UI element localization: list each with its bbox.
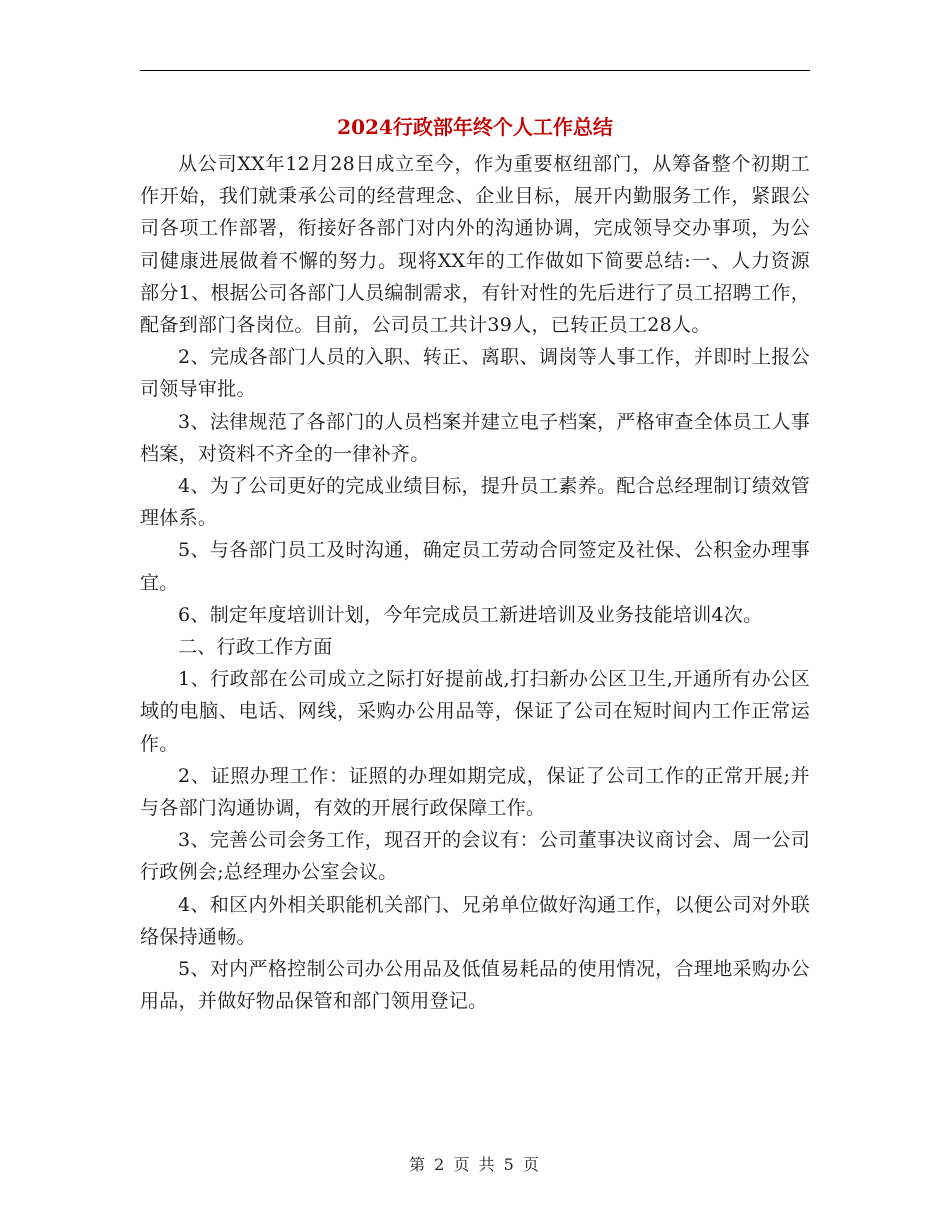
- paragraph-item: 5、对内严格控制公司办公用品及低值易耗品的使用情况，合理地采购办公用品，并做好物品保管和部门领用登记。: [140, 958, 810, 1013]
- paragraph-intro: 从公司XX年12月28日成立至今，作为重要枢纽部门，从筹备整个初期工作开始，我们就秉承公司的经营理念、企业目标，展开内勤服务工作，紧跟公司各项工作部署，衔接好各部门对内外的沟通协调，完成领导交办事项，为公司健康进展做着不懈的努力。现将XX年的工作做如下简要总结:一、人力资源部分1、根据公司各部门人员编制需求，有针对性的先后进行了员工招聘工作，配备到部门各岗位。目前，公司员工共计39人，已转正员工28人。: [140, 153, 810, 337]
- paragraph-item: 4、为了公司更好的完成业绩目标，提升员工素养。配合总经理制订绩效管理体系。: [140, 475, 810, 530]
- paragraph-item: 3、完善公司会务工作，现召开的会议有：公司董事决议商讨会、周一公司行政例会;总经理办公室会议。: [140, 829, 810, 884]
- document-body: [140, 148, 810, 1017]
- paragraph-item: 6、制定年度培训计划，今年完成员工新进培训及业务技能培训4次。: [178, 603, 763, 626]
- page-footer: 第 2 页 共 5 页: [409, 1155, 541, 1174]
- document-title: 2024行政部年终个人工作总结: [337, 115, 613, 139]
- header-rule: [140, 70, 810, 71]
- paragraph-item: 2、证照办理工作：证照的办理如期完成，保证了公司工作的正常开展;并与各部门沟通协调，有效的开展行政保障工作。: [140, 764, 810, 820]
- paragraph-item: 4、和区内外相关职能机关部门、兄弟单位做好沟通工作，以便公司对外联络保持通畅。: [140, 893, 810, 948]
- paragraph-item: 1、行政部在公司成立之际打好提前战,打扫新办公区卫生,开通所有办公区域的电脑、电话、网线，采购办公用品等，保证了公司在短时间内工作正常运作。: [140, 668, 810, 755]
- paragraph-item: 5、与各部门员工及时沟通，确定员工劳动合同签定及社保、公积金办理事宜。: [140, 539, 810, 594]
- paragraph-item: 3、法律规范了各部门的人员档案并建立电子档案，严格审查全体员工人事档案，对资料不齐全的一律补齐。: [140, 410, 810, 465]
- section-heading: 二、行政工作方面: [178, 636, 333, 659]
- paragraph-item: 2、完成各部门人员的入职、转正、离职、调岗等人事工作，并即时上报公司领导审批。: [140, 346, 810, 401]
